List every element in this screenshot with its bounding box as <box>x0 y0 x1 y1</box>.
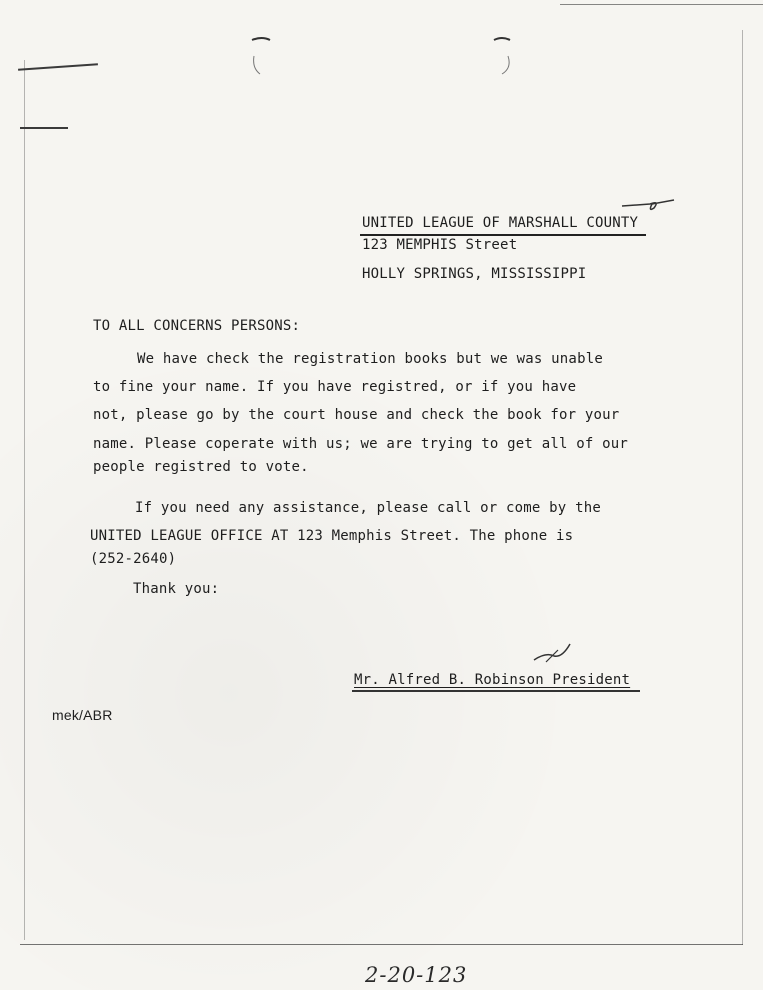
scan-edge-right <box>742 30 743 945</box>
organization-city: HOLLY SPRINGS, MISSISSIPPI <box>362 266 587 282</box>
paragraph-line: name. Please coperate with us; we are trying to get all of our <box>93 436 628 452</box>
organization-street: 123 MEMPHIS Street <box>362 237 518 253</box>
paragraph-line: not, please go by the court house and check the book for your <box>93 407 620 423</box>
signature-underline <box>352 690 640 692</box>
margin-mark <box>18 63 98 71</box>
paragraph-line: If you need any assistance, please call or come by the <box>135 500 601 516</box>
paragraph-line: people registred to vote. <box>93 459 309 475</box>
scan-edge-bottom <box>20 944 743 945</box>
organization-name: UNITED LEAGUE OF MARSHALL COUNTY <box>362 215 639 231</box>
punch-hole-mark <box>486 34 516 84</box>
salutation: TO ALL CONCERNS PERSONS: <box>93 318 301 334</box>
signature-mark-icon <box>532 642 572 666</box>
punch-hole-mark <box>246 34 276 84</box>
paragraph-line: to fine your name. If you have registred, or if you have <box>93 379 577 395</box>
margin-mark <box>20 127 68 129</box>
document-number: 2-20-123 <box>365 963 468 987</box>
paragraph-line: We have check the registration books but we was unable <box>137 351 603 367</box>
signature-line: Mr. Alfred B. Robinson President <box>354 672 631 688</box>
paragraph-line: (252-2640) <box>90 551 177 567</box>
closing: Thank you: <box>133 581 220 597</box>
scan-edge-left <box>24 60 25 940</box>
typist-initials: mek/ABR <box>52 707 113 723</box>
check-mark-icon <box>620 194 676 214</box>
scan-edge-top <box>560 4 763 5</box>
paragraph-line: UNITED LEAGUE OFFICE AT 123 Memphis Street. The phone is <box>90 528 574 544</box>
